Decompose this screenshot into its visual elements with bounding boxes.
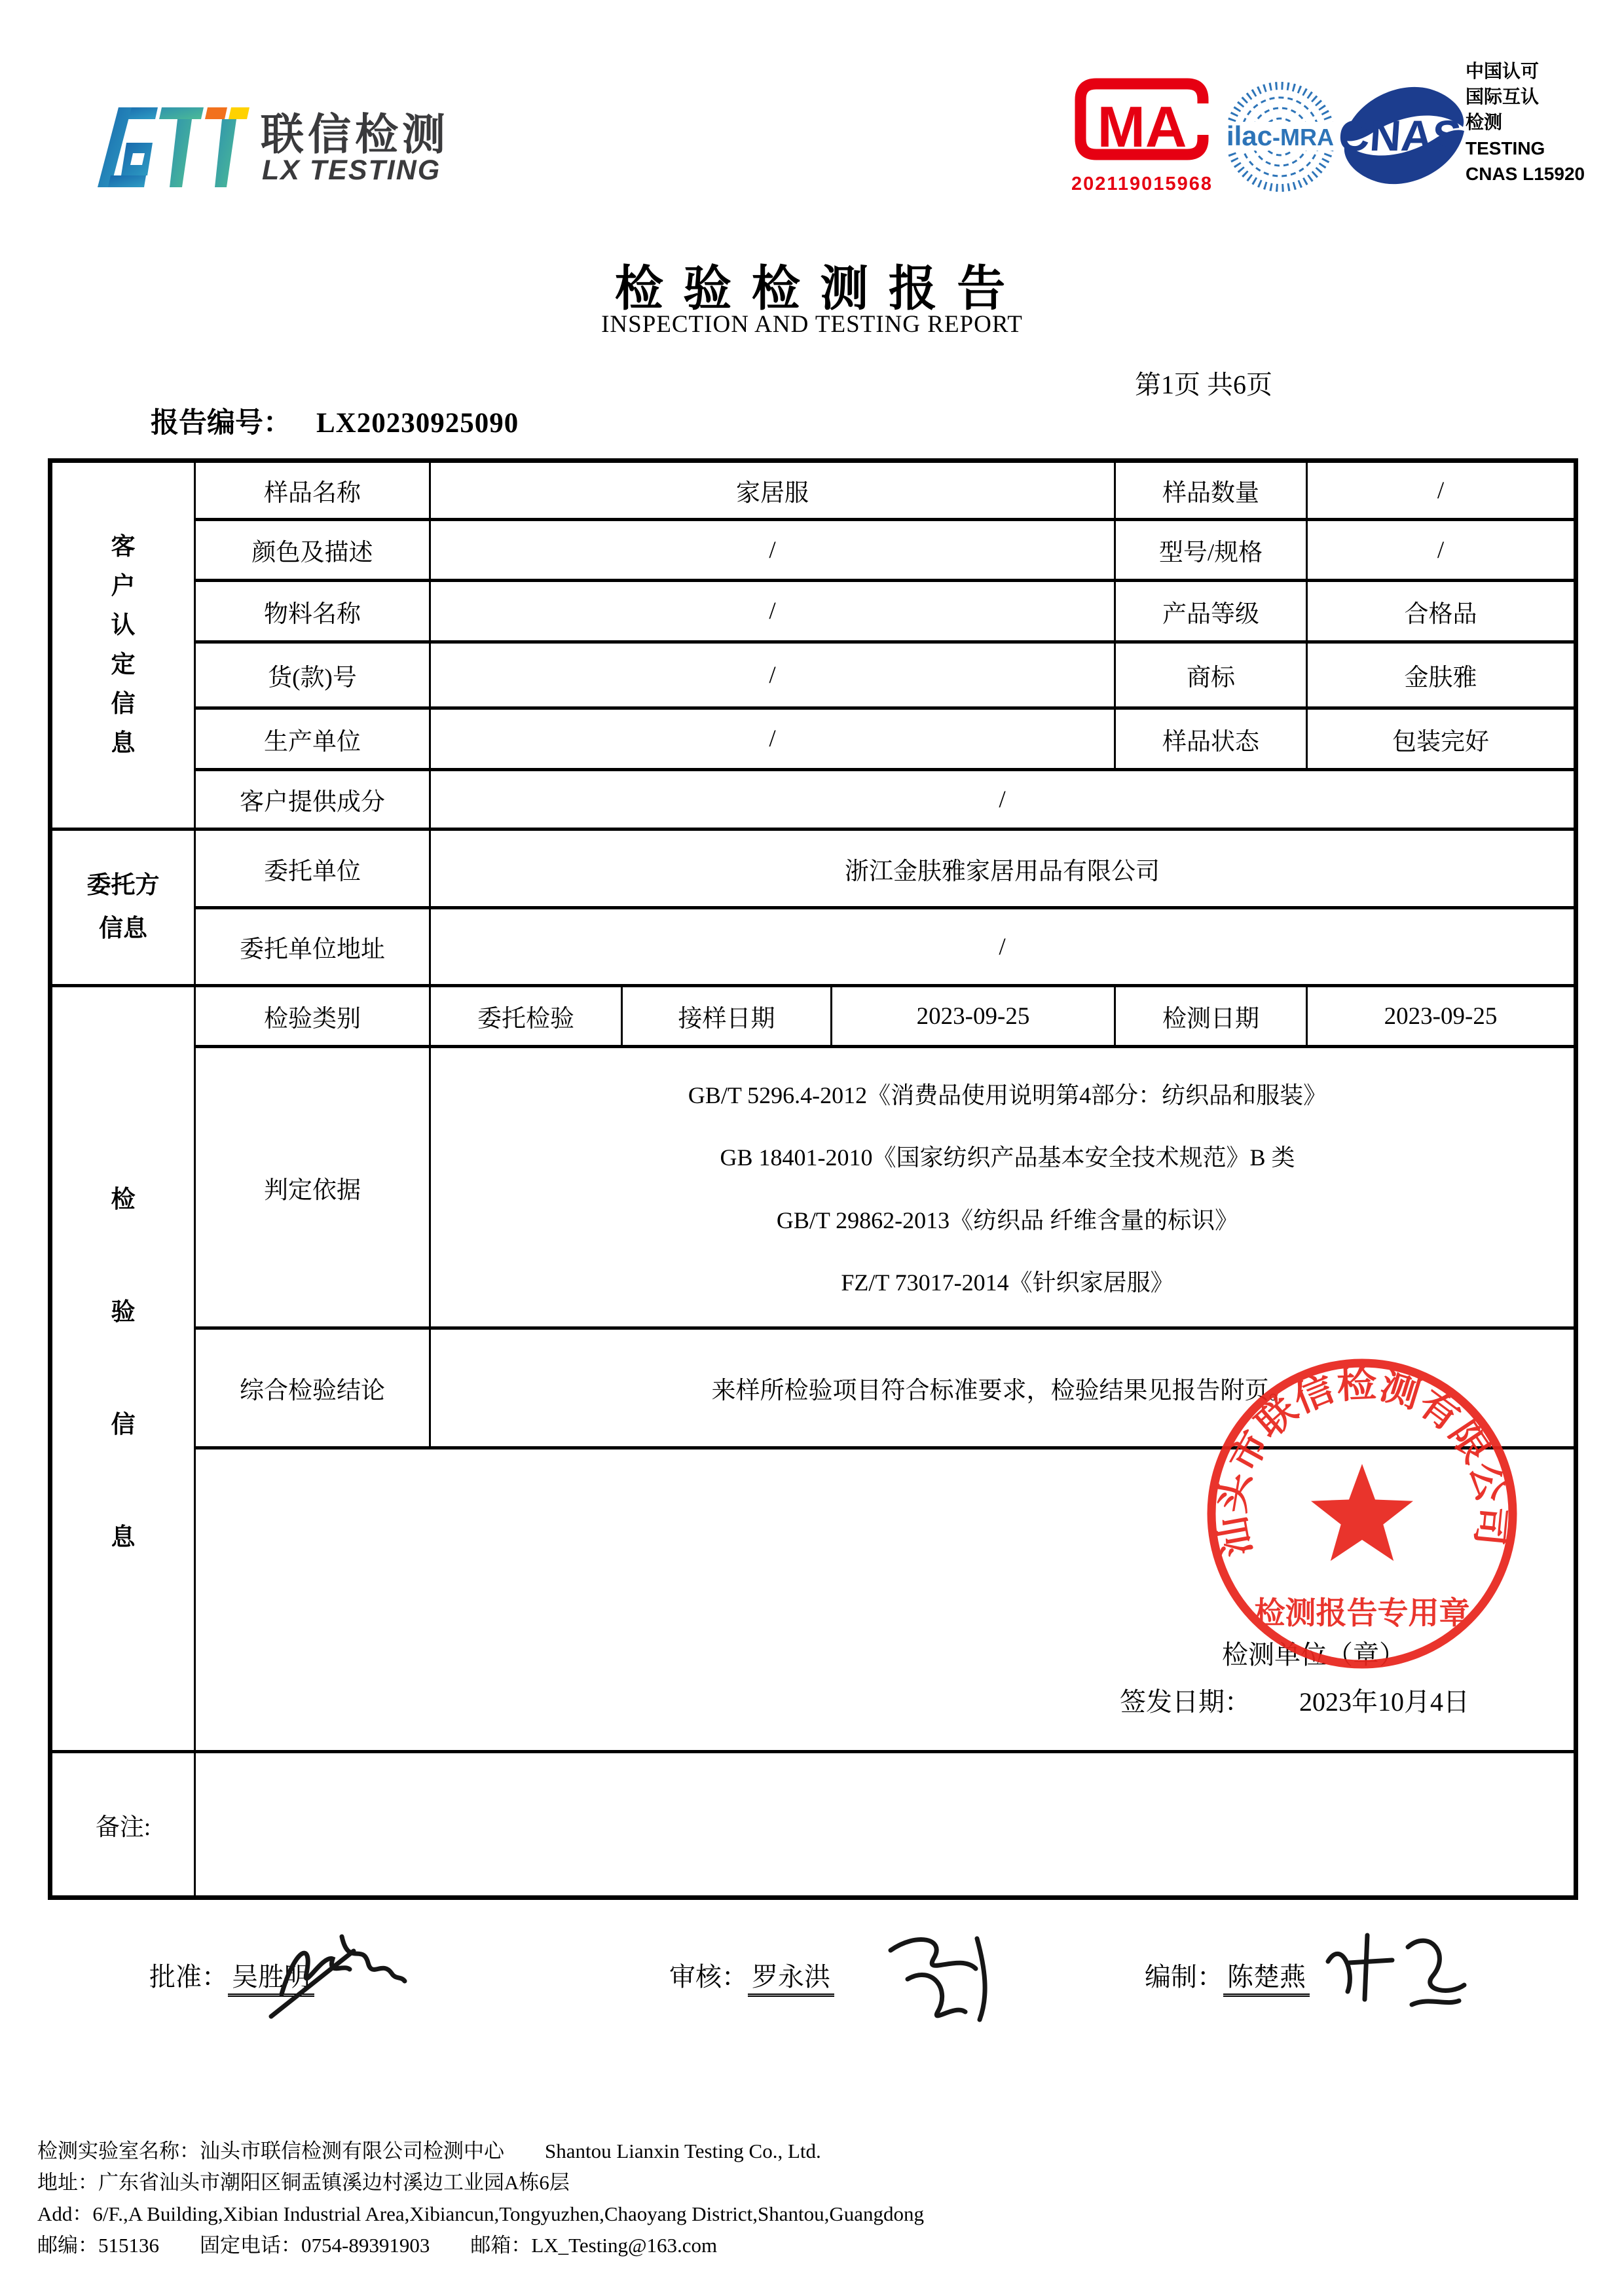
logo-company-name-en: LX TESTING [262,155,441,186]
page-title-en: INSPECTION AND TESTING REPORT [601,311,1023,338]
cell-customer-composition: / [430,770,1576,829]
report-number-value: LX20230925090 [316,408,519,439]
reviewer-name: 罗永洪 [748,1962,834,1997]
stamp-star-icon [1311,1464,1413,1561]
row-label: 生产单位 [195,708,430,770]
reviewer-line [669,1956,834,1994]
seal-unit-label: 检测单位（章） [1222,1640,1405,1669]
cma-mark [1066,69,1218,195]
page-number: 第1页 共6页 [1135,370,1272,399]
compiler-name: 陈楚燕 [1223,1962,1310,1997]
issue-date-line [1120,1681,1469,1719]
report-number-line [151,401,519,441]
cell-remark [195,1752,1576,1898]
cell-sample-state: 包装完好 [1307,708,1576,770]
row-label: 判定依据 [195,1047,430,1328]
lx-testing-logo-icon [94,102,251,192]
cell-inspection-type: 委托检验 [430,986,622,1047]
accred-line: 国际互认 [1466,87,1540,107]
cell-item-no: / [430,642,1115,708]
cell-entrust-address: / [430,908,1576,986]
basis-standard: GB/T 29862-2013《纺织品 纤维含量的标识》 [776,1207,1239,1233]
cnas-icon [1340,77,1468,194]
row-label: 样品状态 [1115,708,1307,770]
footer-address-cn: 地址：广东省汕头市潮阳区铜盂镇溪边村溪边工业园A栋6层 [37,2171,570,2194]
row-label: 产品等级 [1115,581,1307,642]
footer-contact-block [37,2136,1589,2261]
row-label: 物料名称 [195,581,430,642]
cell-product-grade: 合格品 [1307,581,1576,642]
cell-color-desc: / [430,520,1115,581]
footer-lab-name: 检测实验室名称：汕头市联信检测有限公司检测中心 Shantou Lianxin Testing Co., Ltd. [37,2140,821,2162]
row-label: 接样日期 [622,986,832,1047]
row-label: 检测日期 [1115,986,1307,1047]
footer-contact-line: 邮编：515136 固定电话：0754-89391903 邮箱：LX_Testing@163.com [37,2234,718,2257]
basis-standard: FZ/T 73017-2014《针织家居服》 [841,1269,1174,1296]
approver-name: 吴胜明 [228,1962,314,1997]
report-number-label: 报告编号： [151,408,291,439]
row-label: 委托单位地址 [195,908,430,986]
cell-material-name: / [430,581,1115,642]
svg-text:检测报告专用章: 检测报告专用章 [1254,1595,1470,1630]
ilac-mra-mark [1226,68,1335,209]
cnas-mark [1340,77,1468,197]
compiler-line [1145,1956,1310,1994]
svg-text:MA: MA [1097,94,1187,159]
issue-date-value: 2023年10月4日 [1299,1687,1469,1717]
accred-line: 检测 [1466,113,1503,133]
row-label: 检验类别 [195,986,430,1047]
approver-line [149,1956,314,1994]
row-label: 样品名称 [195,461,430,520]
issue-date-label: 签发日期： [1120,1687,1251,1717]
cell-sample-qty: / [1307,461,1576,520]
section-inspection-info: 检验信息 [50,986,195,1752]
logo-company-name: 联信检测 [261,110,449,158]
cell-receive-date: 2023-09-25 [832,986,1115,1047]
footer-address-en: Add：6/F.,A Building,Xibian Industrial Area,Xibiancun,Tongyuzhen,Chaoyang District,Shantou,Guangdong [37,2202,925,2225]
remark-label: 备注: [50,1752,195,1898]
compiler-label: 编制： [1145,1962,1223,1992]
row-label: 货(款)号 [195,642,430,708]
row-label: 样品数量 [1115,461,1307,520]
compiler-autograph-icon [1316,1918,1473,2030]
row-label: 综合检验结论 [195,1328,430,1448]
reviewer-label: 审核： [669,1962,748,1992]
basis-standard: GB 18401-2010《国家纺织产品基本安全技术规范》B 类 [720,1144,1295,1171]
section-customer-info: 客户认定信息 [50,461,195,829]
cell-trademark: 金肤雅 [1307,642,1576,708]
row-label: 客户提供成分 [195,770,430,829]
cell-producer: / [430,708,1115,770]
ilac-mra-icon [1226,68,1335,206]
cma-number: 202119015968 [1071,173,1213,194]
cell-sample-name: 家居服 [430,461,1115,520]
accred-line: 中国认可 [1466,62,1540,82]
cell-entrust-unit: 浙江金肤雅家居用品有限公司 [430,829,1576,908]
row-label: 型号/规格 [1115,520,1307,581]
cma-icon [1066,69,1218,169]
svg-text:CNAS: CNAS [1340,112,1463,160]
cell-judgment-basis [430,1047,1576,1328]
accred-line: TESTING [1466,138,1545,158]
svg-text:ilac-MRA: ilac-MRA [1226,120,1335,151]
row-label: 颜色及描述 [195,520,430,581]
svg-text:汕头市联信检测有限公司: 汕头市联信检测有限公司 [1211,1364,1513,1560]
basis-standard: GB/T 5296.4-2012《消费品使用说明第4部分：纺织品和服装》 [688,1082,1327,1109]
row-label: 商标 [1115,642,1307,708]
page-title: 检 验 检 测 报 告 [614,263,1010,316]
section-entrust-info: 委托方信息 [50,829,195,986]
cell-test-date: 2023-09-25 [1307,986,1576,1047]
approver-label: 批准： [149,1962,228,1992]
accred-line: CNAS L15920 [1466,164,1585,184]
cell-model-spec: / [1307,520,1576,581]
cell-conclusion: 来样所检验项目符合标准要求，检验结果见报告附页。 [430,1328,1576,1448]
reviewer-autograph-icon [872,1922,1016,2033]
accreditation-text [1466,59,1585,187]
row-label: 委托单位 [195,829,430,908]
company-stamp-icon [1198,1350,1526,1677]
